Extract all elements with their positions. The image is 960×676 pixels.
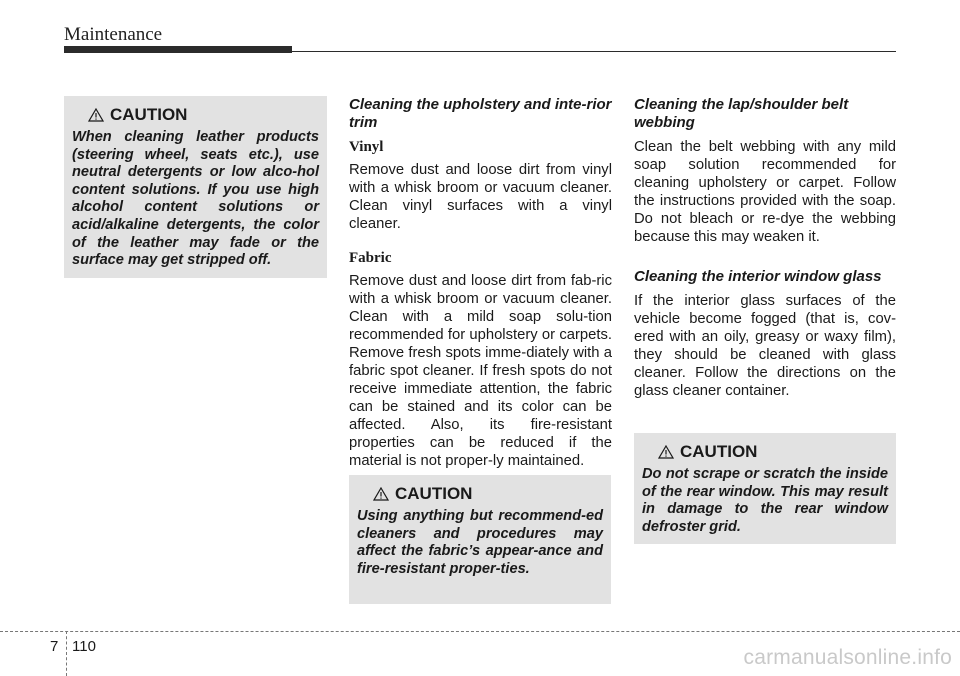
paragraph-fabric: Remove dust and loose dirt from fab-ric with a whisk broom or vacuum cleaner. Clean with a mild soap solu-tion recommended for upholstery or carpets. Remove fresh spots imme-diately with a fabric spot cleaner. If fresh spots do not receive immediate attention, the fabric can be stained and its color can be affected. Also, its fire-resistant properties can be reduced if the material is not proper-ly maintained. (349, 273, 612, 469)
chapter-number: 7 (50, 638, 59, 655)
header-bar (64, 46, 292, 53)
caution-label: CAUTION (395, 484, 473, 503)
column-upholstery (349, 96, 612, 486)
footer-divider (66, 631, 67, 676)
caution-heading (88, 105, 319, 125)
warning-triangle-icon (88, 108, 104, 122)
warning-triangle-icon (658, 445, 674, 459)
warning-triangle-icon (373, 487, 389, 501)
section-title-glass: Cleaning the interior window glass (634, 268, 882, 285)
caution-text-window: Do not scrape or scratch the inside of the rear window. This may result in damage to the rear window defroster grid. (642, 466, 888, 535)
paragraph-belt: Clean the belt webbing with any mild soap solution recommended for cleaning upholstery or carpet. Follow the instructions provided with the soap. Do not bleach or re-dye the webbing because this may weaken it. (634, 139, 896, 245)
caution-heading (373, 484, 603, 504)
header-rule (292, 51, 896, 52)
watermark-text: carmanualsonline.info (743, 646, 952, 669)
caution-text-fabric: Using anything but recommend-ed cleaners and procedures may affect the fabric’s appear-ance and fire-resistant proper-ties. (357, 508, 603, 577)
paragraph-vinyl: Remove dust and loose dirt from vinyl with a whisk broom or vacuum cleaner. Clean vinyl surfaces with a vinyl cleaner. (349, 162, 612, 232)
subheading-vinyl: Vinyl (349, 139, 384, 155)
footer-rule (0, 631, 960, 632)
subheading-fabric: Fabric (349, 250, 392, 266)
section-title-upholstery: Cleaning the upholstery and inte-rior trim (349, 96, 612, 131)
caution-label: CAUTION (680, 442, 758, 461)
section-title-belt: Cleaning the lap/shoulder belt webbing (634, 96, 849, 131)
caution-box-window (634, 433, 896, 544)
caution-text-leather: When cleaning leather products (steering wheel, seats etc.), use neutral detergents or low alco-hol content solutions. If you use high alcohol content solutions or acid/alkaline detergents, the color of the leather may fade or the surface may get stripped off. (72, 129, 319, 269)
page-header-title: Maintenance (64, 24, 163, 45)
paragraph-glass: If the interior glass surfaces of the vehicle become fogged (that is, cov-ered with an oily, greasy or waxy film), they should be cleaned with glass cleaner. Follow the directions on the glass cleaner container. (634, 293, 896, 399)
column-belt-glass (634, 96, 896, 416)
page-number: 110 (72, 638, 96, 655)
caution-heading (658, 442, 888, 462)
caution-box-leather (64, 96, 327, 278)
caution-box-fabric (349, 475, 611, 604)
caution-label: CAUTION (110, 105, 188, 124)
